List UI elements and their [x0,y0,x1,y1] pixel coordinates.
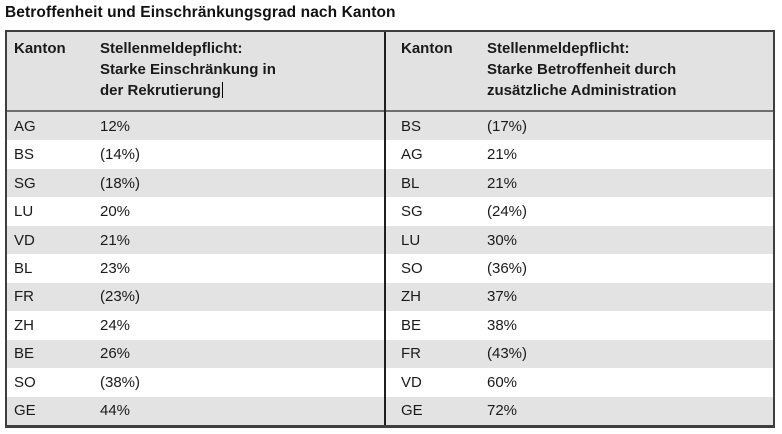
table-row [386,340,773,368]
header-line: Stellenmeldepflicht: [487,40,630,57]
kanton-cell: VD [401,373,422,391]
value-cell: 26% [100,345,131,363]
table-row [7,140,384,168]
kanton-cell: ZH [401,288,421,306]
kanton-cell: SG [14,174,36,192]
value-cell: (38%) [100,373,141,391]
kanton-cell: GE [401,402,423,420]
table-row [7,283,384,311]
header-line: Starke Betroffenheit durch [487,61,677,78]
table-row [386,140,773,168]
kanton-cell: BL [401,174,420,192]
table-row [7,197,384,225]
value-cell: (43%) [487,345,528,363]
value-cell: 37% [487,288,518,306]
table-row [386,311,773,339]
value-cell: 21% [487,146,518,164]
page-title: Betroffenheit und Einschränkungsgrad nach Kanton [5,4,396,21]
value-cell: (24%) [487,203,528,221]
kanton-cell: BS [401,117,422,135]
table-row [7,254,384,282]
kanton-cell: AG [401,146,423,164]
value-cell: 72% [487,402,518,420]
kanton-cell: BE [401,316,422,334]
kanton-cell: VD [14,231,35,249]
table-row [386,368,773,396]
table-row [386,226,773,254]
value-cell: (36%) [487,259,528,277]
value-cell: 21% [100,231,131,249]
right-measure-column-header [487,38,773,101]
table-row [386,169,773,197]
table-row [386,283,773,311]
kanton-cell: FR [401,345,421,363]
table-right-header-row [386,32,773,112]
value-cell: 23% [100,259,131,277]
table-left-body [7,112,384,425]
value-cell: 60% [487,373,518,391]
table-row [386,112,773,140]
value-cell: 20% [100,203,131,221]
kanton-cell: BL [14,259,33,277]
table-right-administration [386,32,773,425]
table-right-body [386,112,773,425]
table-row [386,197,773,225]
table-row [7,340,384,368]
table-row [7,226,384,254]
kanton-cell: SG [401,203,423,221]
table-left-recruitment [7,32,386,425]
header-line: zusätzliche Administration [487,82,677,99]
value-cell: 21% [487,174,518,192]
value-cell: (17%) [487,117,528,135]
kanton-cell: LU [14,203,34,221]
value-cell: (23%) [100,288,141,306]
kanton-cell: LU [401,231,421,249]
kanton-cell: FR [14,288,34,306]
kanton-cell: GE [14,402,36,420]
table-row [7,311,384,339]
value-cell: 30% [487,231,518,249]
kanton-comparison-table [5,30,775,428]
kanton-cell: SO [401,259,423,277]
table-row [7,397,384,425]
table-row [7,169,384,197]
kanton-cell: SO [14,373,36,391]
table-row [386,397,773,425]
right-kanton-column-header: Kanton [401,40,453,57]
table-row [7,112,384,140]
kanton-cell: BS [14,146,35,164]
value-cell: 12% [100,117,131,135]
text-cursor [222,82,224,98]
header-line: Stellenmeldepflicht: [100,40,243,57]
left-kanton-column-header: Kanton [14,40,66,57]
value-cell: (14%) [100,146,141,164]
table-row [7,368,384,396]
kanton-cell: AG [14,117,36,135]
value-cell: (18%) [100,174,141,192]
table-left-header-row [7,32,384,112]
header-line: der Rekrutierung [100,80,384,101]
left-measure-column-header[interactable] [100,38,384,101]
kanton-cell: BE [14,345,35,363]
value-cell: 24% [100,316,131,334]
header-line: Starke Einschränkung in [100,61,276,78]
value-cell: 38% [487,316,518,334]
value-cell: 44% [100,402,131,420]
kanton-cell: ZH [14,316,34,334]
table-row [386,254,773,282]
